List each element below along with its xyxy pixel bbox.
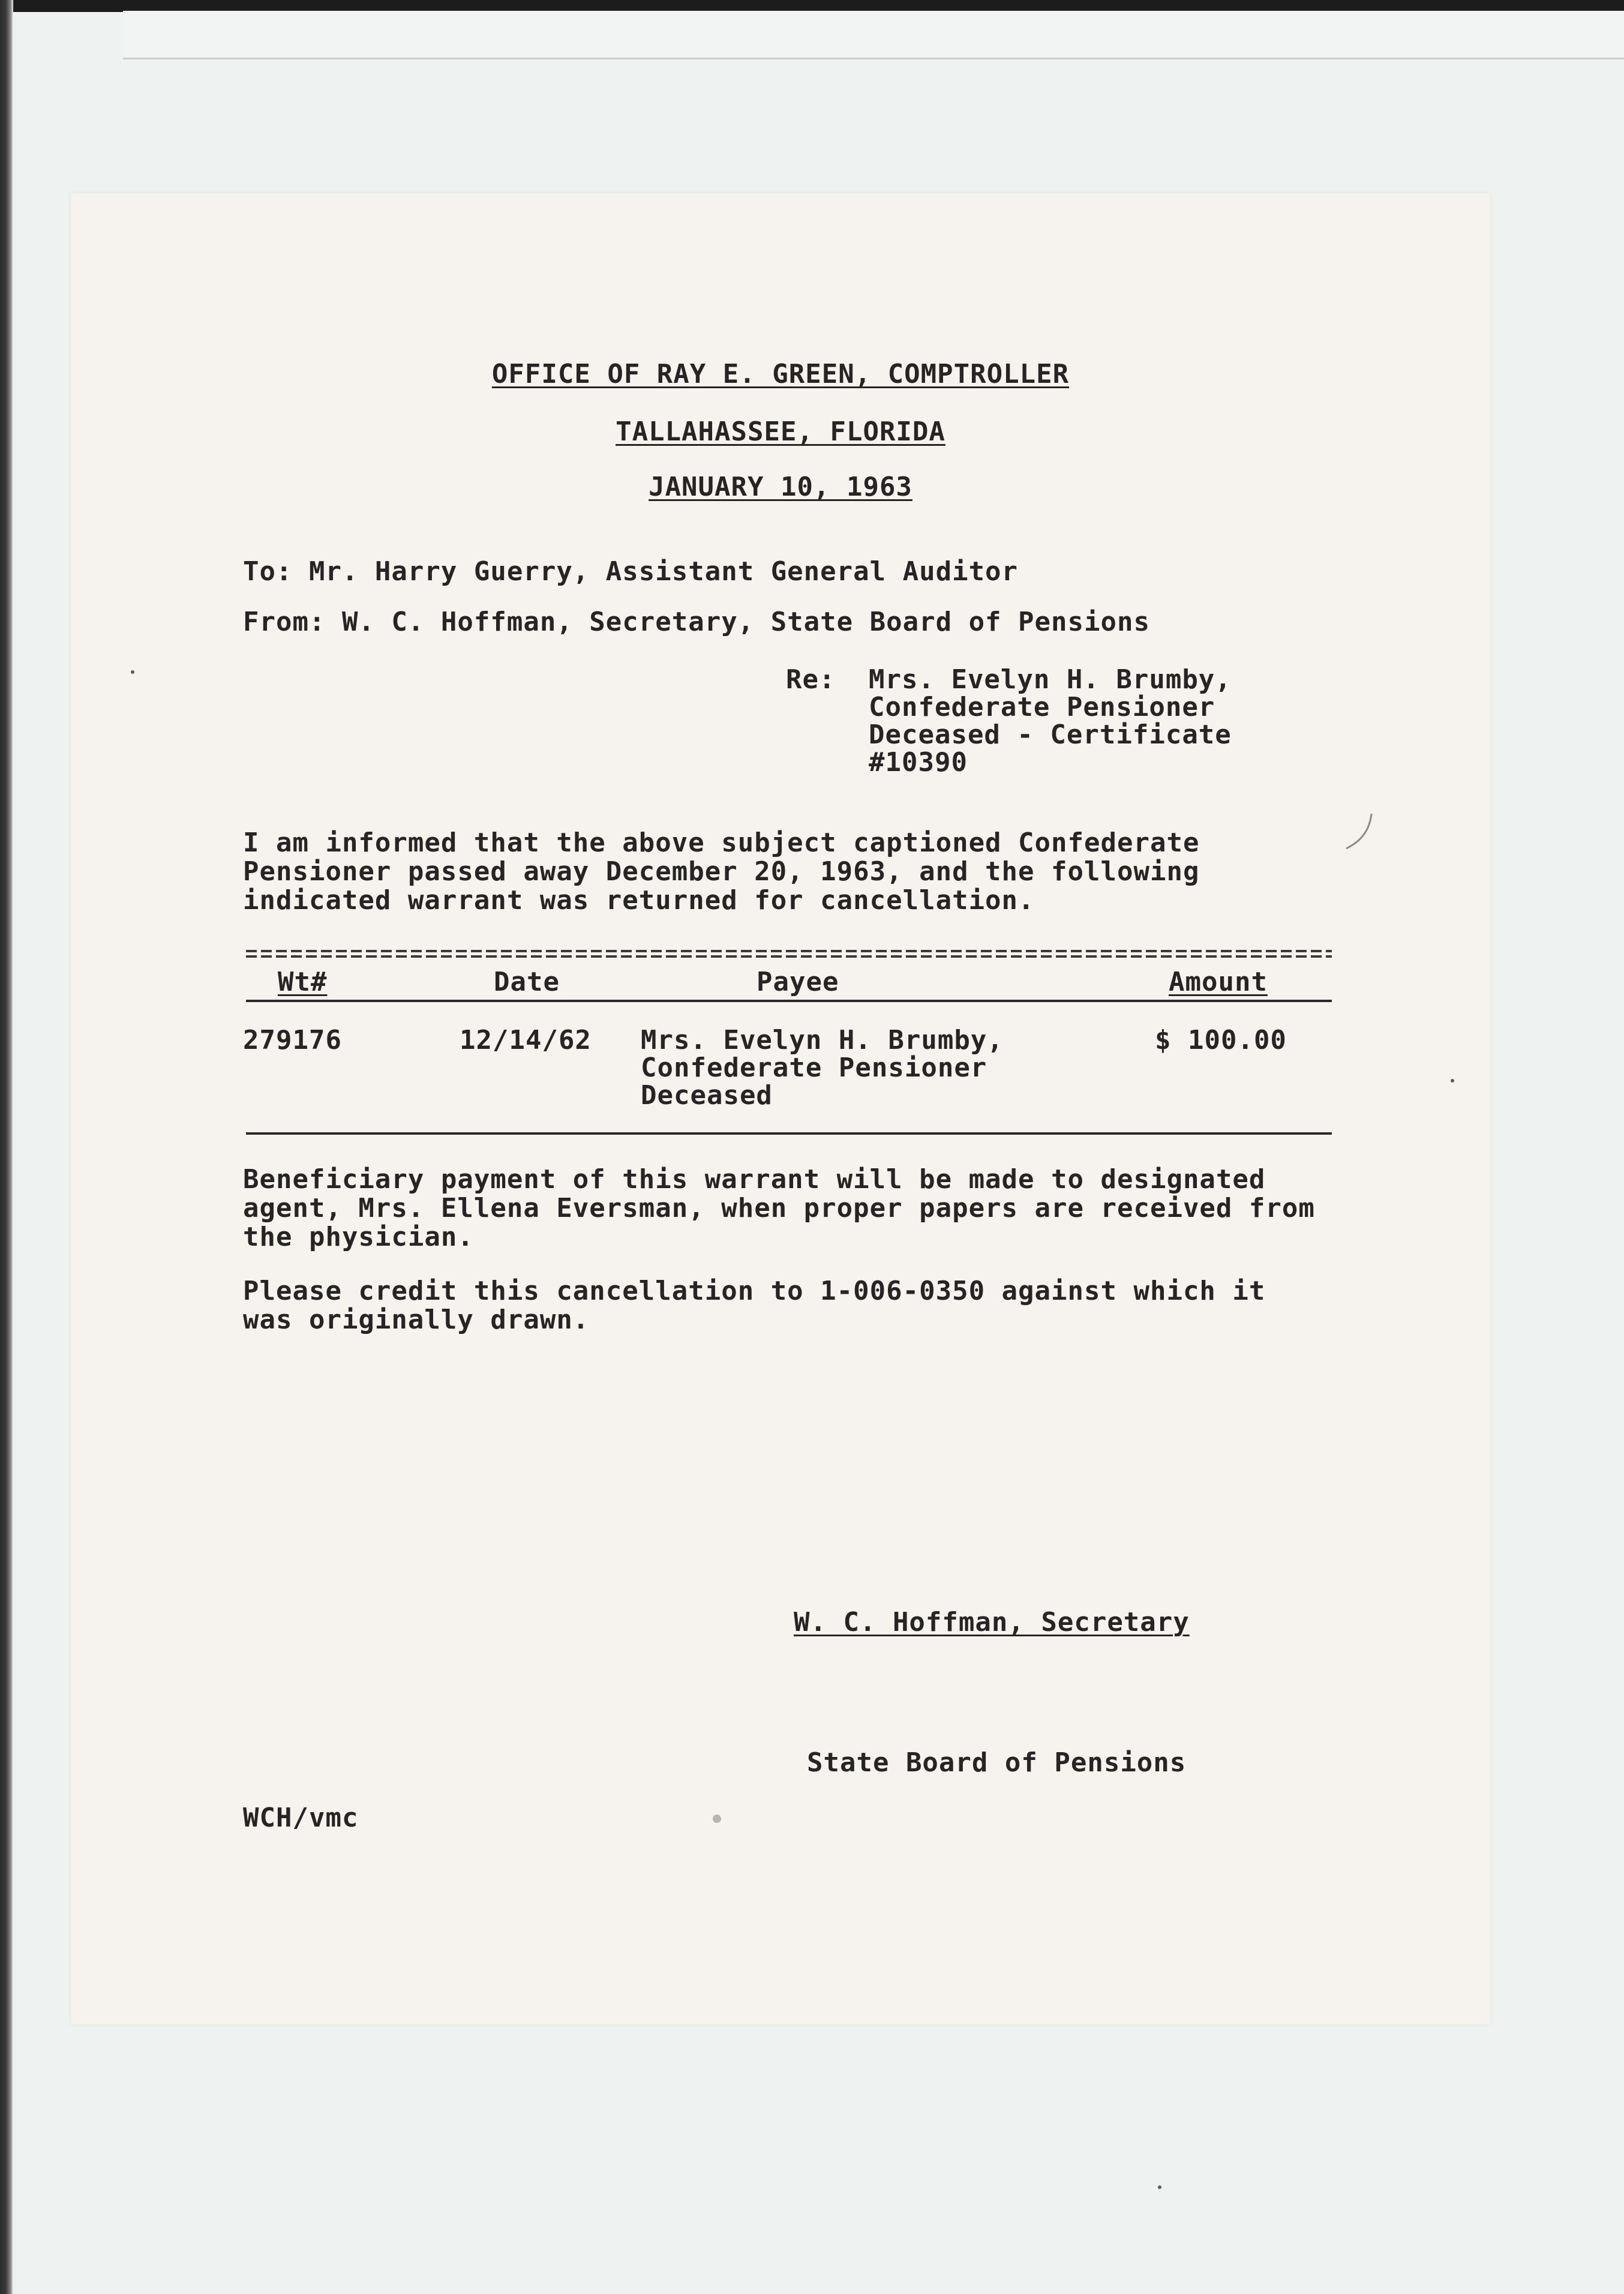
city-heading: TALLAHASSEE, FLORIDA <box>616 416 945 447</box>
row-date: 12/14/62 <box>460 1025 592 1055</box>
back-sheet <box>123 11 1624 59</box>
re-line: Mrs. Evelyn H. Brumby, <box>869 664 1232 695</box>
re-line: Confederate Pensioner <box>869 692 1215 722</box>
credit-line: Please credit this cancellation to 1-006-0350 against which it <box>243 1276 1266 1306</box>
beneficiary-line: the physician. <box>243 1222 474 1252</box>
table-top-double-rule <box>246 950 1332 958</box>
memo-to: To: Mr. Harry Guerry, Assistant General Auditor <box>243 556 1019 587</box>
scan-left-edge <box>0 0 13 2294</box>
row-payee-line: Deceased <box>641 1080 773 1111</box>
typist-initials: WCH/vmc <box>243 1803 359 1833</box>
row-amount: $ 100.00 <box>1155 1025 1287 1055</box>
header-date: Date <box>494 967 560 997</box>
stray-pen-mark <box>1343 811 1379 853</box>
table-bottom-rule <box>246 1132 1332 1135</box>
table-header-rule <box>246 1000 1332 1002</box>
memo-paper <box>71 193 1490 2025</box>
memo-from: From: W. C. Hoffman, Secretary, State Board of Pensions <box>243 607 1150 637</box>
row-payee-line: Confederate Pensioner <box>641 1052 987 1083</box>
scan-top-edge <box>0 0 1624 12</box>
credit-line: was originally drawn. <box>243 1305 590 1335</box>
signature-org: State Board of Pensions <box>807 1747 1187 1778</box>
date-heading: JANUARY 10, 1963 <box>649 472 912 502</box>
intro-line: I am informed that the above subject captioned Confederate <box>243 827 1200 858</box>
speck <box>1451 1079 1454 1082</box>
re-line: #10390 <box>869 747 968 778</box>
speck <box>131 670 134 674</box>
header-amount: Amount <box>1169 967 1268 997</box>
speck <box>713 1815 721 1823</box>
header-payee: Payee <box>757 967 839 997</box>
beneficiary-line: agent, Mrs. Ellena Eversman, when proper papers are received from <box>243 1193 1315 1224</box>
signature-name: W. C. Hoffman, Secretary <box>794 1607 1190 1638</box>
re-line: Deceased - Certificate <box>869 719 1232 750</box>
intro-line: Pensioner passed away December 20, 1963, and the following <box>243 856 1200 887</box>
row-warrant: 279176 <box>243 1025 342 1055</box>
intro-line: indicated warrant was returned for cancellation. <box>243 885 1035 916</box>
beneficiary-line: Beneficiary payment of this warrant will be made to designated <box>243 1164 1266 1195</box>
speck <box>1158 2185 1161 2189</box>
office-heading: OFFICE OF RAY E. GREEN, COMPTROLLER <box>491 359 1070 389</box>
row-payee-line: Mrs. Evelyn H. Brumby, <box>641 1025 1004 1055</box>
re-label: Re: <box>786 664 836 695</box>
header-warrant: Wt# <box>278 967 328 997</box>
